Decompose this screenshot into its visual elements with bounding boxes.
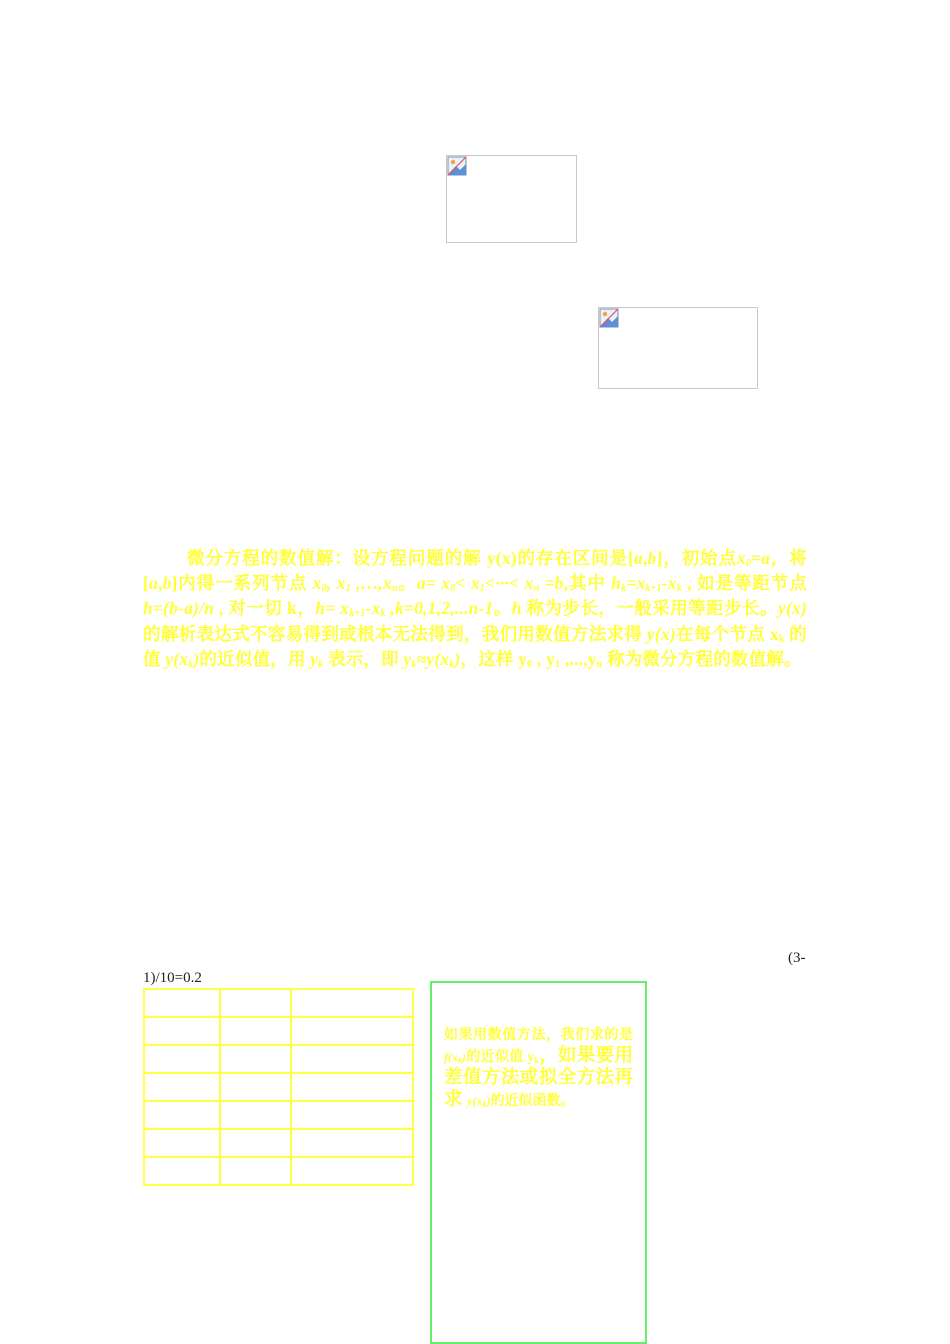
table-body [144, 989, 413, 1185]
text-run: 的解析表达式不容易得到或根本无法得到，我们用数值方法求得 [143, 623, 647, 644]
broken-image-icon [447, 156, 467, 176]
table-cell [291, 1129, 413, 1157]
table-cell [144, 1045, 220, 1073]
text-run: , 如是等距节点 [681, 573, 807, 594]
text-run: ]内得一系列节点 [171, 573, 313, 594]
var-yx: y(x) [778, 598, 808, 619]
var-yxk: $y(x_k)$ [165, 648, 200, 670]
text-run: ,其中 [563, 573, 612, 594]
table-cell [220, 1045, 291, 1073]
note-fxk: $f(x_k)$ [444, 1050, 466, 1065]
table-cell [220, 1073, 291, 1101]
var-b: b [647, 548, 657, 568]
table-cell [144, 1101, 220, 1129]
var-a: a [149, 573, 158, 594]
table-cell [220, 1017, 291, 1045]
node-list: $x_0$, $x_1$ $,\dots,x_n$ [312, 573, 398, 595]
numerical-solution-paragraph [143, 546, 807, 672]
approx-formula: $y_k\approx y(x_k)$ [403, 648, 461, 670]
data-table [143, 988, 414, 1186]
paragraph-title: 微分方程的数值解： [187, 548, 353, 568]
table-cell [291, 1101, 413, 1129]
table-row [144, 1045, 413, 1073]
text-run: ，这样 $y_0$ , $y_1$ $,...,y_n$ [460, 648, 603, 670]
table-row [144, 1129, 413, 1157]
text-run: 称为微分方程的数值解。 [602, 648, 802, 669]
text-run: 设方程问题的解 y(x)的存在区间是[ [352, 548, 635, 568]
table-cell [144, 1017, 220, 1045]
text-run: 表示，即 [323, 648, 404, 669]
broken-image-icon [599, 308, 619, 328]
table-cell [291, 1073, 413, 1101]
table-row [144, 1157, 413, 1185]
var-h: h [511, 598, 522, 619]
table-row [144, 989, 413, 1017]
hk-formula: $h_k=x_{k+1}-x_k$ [611, 573, 682, 595]
note-text [444, 1025, 633, 1112]
text-run: ]，初始点 [656, 548, 737, 568]
table-cell [220, 989, 291, 1017]
table-cell [144, 1157, 220, 1185]
text-run: 的近似函数。 [490, 1094, 575, 1109]
var-a: a [634, 548, 643, 568]
var-yx: y(x) [646, 623, 676, 644]
table-cell [291, 1157, 413, 1185]
text-run: 的近似值，用 [199, 648, 311, 669]
text-run: 的近似值 $y_k$ [466, 1050, 539, 1065]
text-run: ，将[ [143, 548, 807, 594]
note-yxk: $y(x_k)$ [467, 1094, 491, 1109]
table-cell [144, 1129, 220, 1157]
table-row [144, 1101, 413, 1129]
table-cell [220, 1129, 291, 1157]
text-run: 。 [397, 573, 417, 594]
text-run: 如果用数值方法，我们求的是 [444, 1028, 633, 1043]
note-box [430, 981, 647, 1344]
text-run: , 对一切 k， [214, 598, 316, 619]
text-run: , [642, 548, 648, 568]
image-placeholder-2 [598, 307, 758, 389]
image-placeholder-1 [446, 155, 577, 243]
table-cell [291, 1017, 413, 1045]
text-run: 在每个节点 $x_k$ [675, 623, 785, 645]
equation-continuation: 1)/10=0.2 [143, 970, 202, 986]
text-run: 。 [493, 598, 512, 619]
text-run: 的值 [143, 623, 807, 669]
h-eq-formula: $h= x_{k+1}-x_k$ ,k=0,1,2,...n-1 [315, 598, 494, 620]
var-x0: $x_0=a$ [736, 548, 771, 569]
var-yk: $y_k$ [310, 648, 324, 670]
table-cell [291, 1045, 413, 1073]
table-cell [220, 1101, 291, 1129]
table-cell [144, 1073, 220, 1101]
text-run-large: ，如果要用差值方法或拟全方法再求 [444, 1046, 633, 1110]
table-cell [220, 1157, 291, 1185]
var-b: b [162, 573, 172, 594]
table-row [144, 1073, 413, 1101]
table-cell [291, 989, 413, 1017]
table-row [144, 1017, 413, 1045]
node-inequality: $a= x_0< x_1<\cdot\cdot\cdot< x_n =b$ [416, 573, 564, 595]
table-cell [144, 989, 220, 1017]
h-formula: h=(b-a)/n [143, 598, 215, 619]
equation-number: (3- [788, 950, 806, 966]
text-run: , [157, 573, 163, 594]
text-run: 称为步长，一般采用等距步长。 [521, 598, 779, 619]
